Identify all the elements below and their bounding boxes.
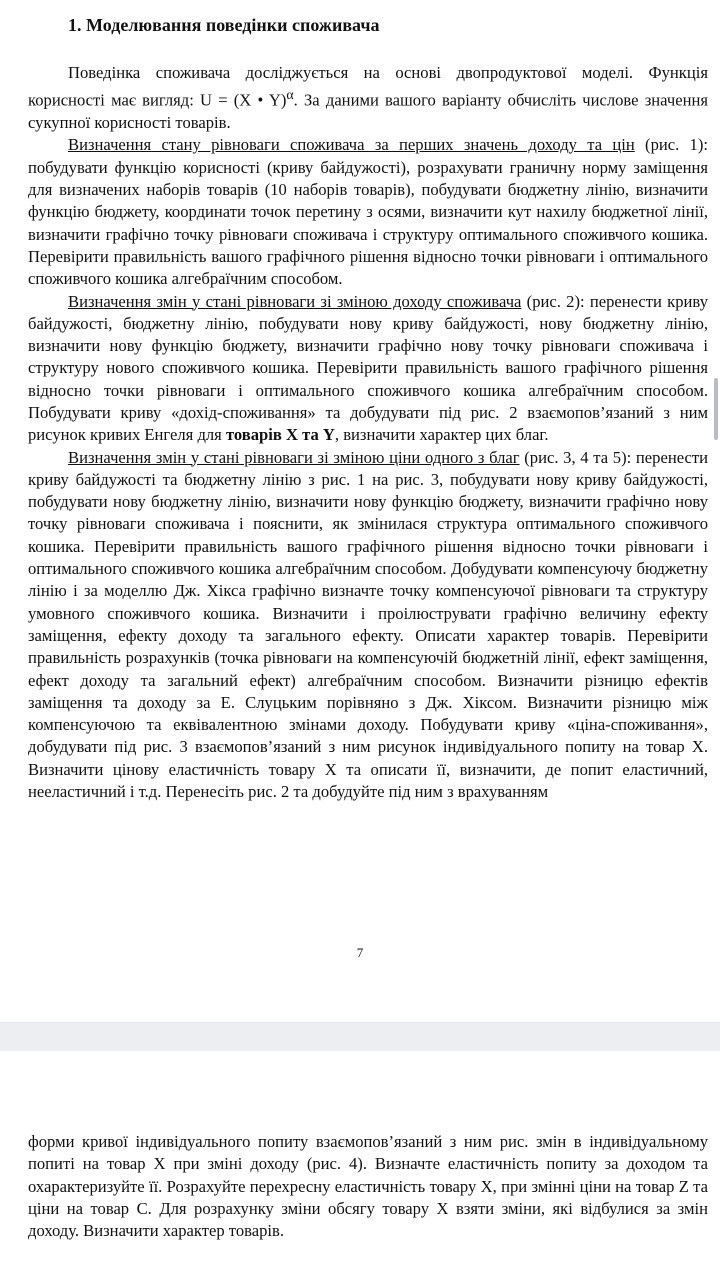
- scrollbar-thumb[interactable]: [714, 378, 718, 440]
- p2-text: (рис. 1): побудувати функцію корисності (криву байдужості), розрахувати граничну норму заміщення для визначених наборів товарів (10 наборів товарів), побудувати бюджетну лінію, визначити функцію бюджету, координати точок перетину з осями, визначити кут нахилу бюджетної лінії, визначити графічно точку рівноваги споживача і структуру оптимального споживчого кошика. Перевірити правильність вашого графічного рішення відносно точки рівноваги і оптимального споживчого кошика алгебраїчним способом.: [28, 135, 708, 289]
- page-2-body: [28, 1131, 708, 1242]
- p1-text: Поведінка споживача досліджується на основі двопродуктової моделі. Функція корисності має вигляд: U = (X • Y): [28, 63, 708, 110]
- p3-end: , визначити характер цих благ.: [334, 425, 549, 445]
- document-page-2: [0, 1051, 720, 1280]
- p4-underlined-title: Визначення змін у стані рівноваги зі зміною ціни одного з благ: [68, 447, 520, 467]
- page-gap: [0, 1022, 720, 1052]
- paragraph-income-change: [28, 291, 708, 447]
- p2-underlined-title: Визначення стану рівноваги споживача за перших значень доходу та цін: [68, 135, 635, 155]
- page-number: 7: [356, 945, 364, 960]
- p3-bold-goods: товарів X та Y: [225, 425, 335, 445]
- paragraph-price-change: [28, 447, 708, 804]
- paragraph-utility-function: [28, 62, 708, 134]
- section-heading: 1. Моделювання поведінки споживача: [68, 15, 380, 35]
- p3-underlined-title: Визначення змін у стані рівноваги зі зміною доходу споживача: [68, 291, 522, 311]
- p1-end: . За даними вашого варіанту обчисліть числове значення сукупної корисності товарів.: [28, 90, 708, 133]
- alpha-superscript: α: [286, 87, 294, 103]
- p3-text: (рис. 2): перенести криву байдужості, бюджетну лінію, побудувати нову криву байдужості, нову бюджетну лінію, визначити нову функцію бюджету, визначити графічно нову точку рівноваги споживача і структуру нового споживчого кошика. Перевірити правильність вашого графічного рішення відносно точки рівноваги і оптимального споживчого кошика алгебраїчним способом. Побудувати криву «дохід-споживання» та добудувати під рис. 2 взаємопов’язаний з ним рисунок кривих Енгеля для: [28, 291, 708, 445]
- paragraph-continuation: форми кривої індивідуального попиту взаємопов’язаний з ним рис. змін в індивідуальному попиті на товар X при зміні доходу (рис. 4). Визначте еластичність попиту за доходом та охарактеризуйте її. Розрахуйте перехресну еластичність товару X, при змінні ціни на товар Z та ціни на товар C. Для розрахунку зміни обсягу товару X взяти зміни, які відбулися за змін доходу. Визначити характер товарів.: [28, 1132, 708, 1241]
- page-1-body: [28, 62, 708, 803]
- paragraph-equilibrium: [28, 134, 708, 290]
- p4-text: (рис. 3, 4 та 5): перенести криву байдужості та бюджетну лінію з рис. 1 на рис. 3, побудувати нову криву байдужості, побудувати нову бюджетну лінію, визначити нову функцію бюджету, визначити графічно нову точку рівноваги споживача і пояснити, як змінилася структура оптимального споживчого кошика. Перевірити правильність вашого графічного рішення відносно точки рівноваги і оптимального споживчого кошика алгебраїчним способом. Добудувати компенсуючу бюджетну лінію і за моделлю Дж. Хікса графічно визначте точку компенсуючої рівноваги та структуру умовного споживчого кошика. Визначити і проілюструвати графічно величину ефекту заміщення, ефекту доходу та загального ефекту. Описати характер товарів. Перевірити правильність розрахунків (точка рівноваги на компенсуючій бюджетній лінії, ефект заміщення, ефект доходу та загальний ефект) алгебраїчним способом. Визначити різницю ефектів заміщення та доходу за Е. Слуцьким порівняно з Дж. Хіксом. Визначити різницю між компенсуючою та еквівалентною змінами доходу. Побудувати криву «ціна-споживання», добудувати під рис. 3 взаємопов’язаний з ним рисунок індивідуального попиту на товар X. Визначити цінову еластичність товару X та описати її, визначити, де попит еластичний, нееластичний і т.д. Перенесіть рис. 2 та добудуйте під ним з врахуванням: [28, 447, 708, 802]
